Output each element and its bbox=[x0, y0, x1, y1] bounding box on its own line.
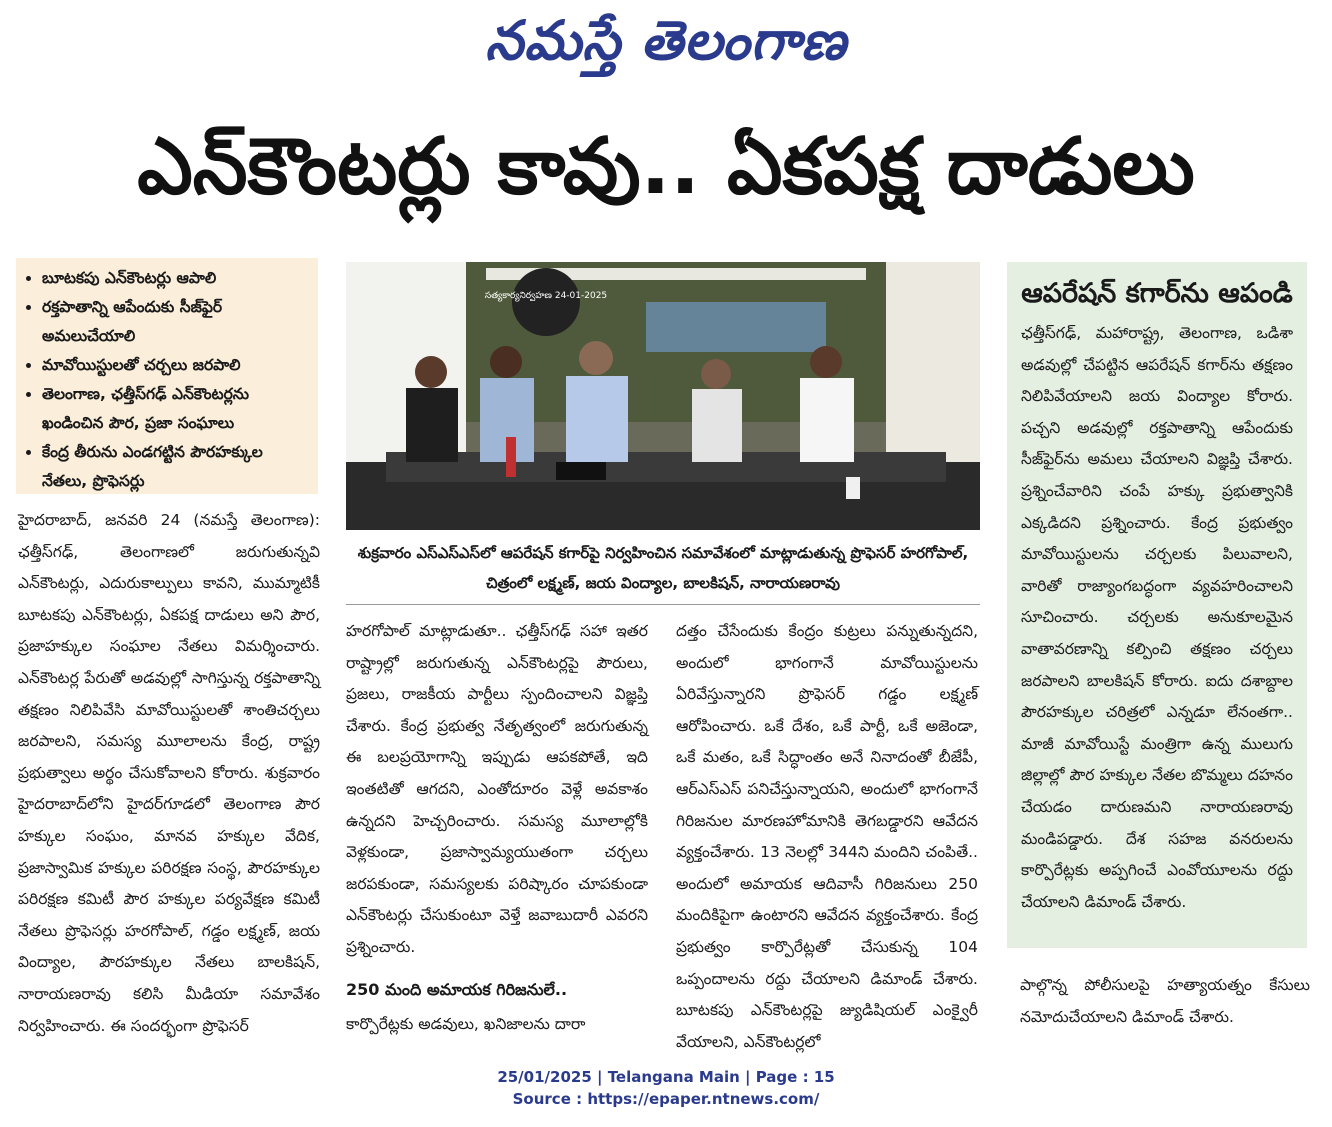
footer-date-page: 25/01/2025 | Telangana Main | Page : 15 bbox=[497, 1068, 835, 1086]
article-text: దత్తం చేసేందుకు కేంద్రం కుట్రలు పన్నుతున్నదని, అందులో భాగంగానే మావోయిస్టులను ఏరివేస్తున్నారని ప్రొఫెసర్ గడ్డం లక్ష్మణ్ ఆరోపించారు. ఒకే దేశం, ఒకే పార్టీ, ఒకే అజెండా, ఒకే మతం, ఒకే సిద్ధాంతం అనే నినాదంతో బీజేపీ, ఆర్‌ఎస్‌ఎస్ పనిచేస్తున్నాయని, అందులో భాగంగానే గిరిజనుల మారణహోమానికి తెగబడ్డారని ఆవేదన వ్యక్తంచేశారు. 13 నెలల్లో 344ని మందిని చంపితే.. అందులో అమాయక ఆదివాసీ గిరిజనులు 250 మందికిపైగా ఉంటారని ఆవేదన వ్యక్తంచేశారు. కేంద్ర ప్రభుత్వం కార్పొరేట్లతో చేసుకున్న 104 ఒప్పందాలను రద్దు చేయాలని డిమాండ్ చేశారు. బూటకపు ఎన్‌కౌంటర్లపై జ్యుడిషియల్ ఎంక్వైరీ వేయాలని, ఎన్‌కౌంటర్లలో bbox=[676, 622, 978, 1051]
page-footer bbox=[0, 1066, 1332, 1110]
subheading: 250 మంది అమాయక గిరిజనులే.. bbox=[346, 979, 568, 999]
highlight-item: • మావోయిస్టులతో చర్చలు జరపాలి bbox=[42, 351, 310, 380]
press-meet-photo bbox=[346, 262, 980, 530]
article-column-2 bbox=[346, 616, 648, 1041]
article-text: హైదరాబాద్, జనవరి 24 (నమస్తే తెలంగాణ): ఛత్తీస్‌గఢ్, తెలంగాణలో జరుగుతున్నవి ఎన్‌కౌంటర్లు, ఎదురుకాల్పులు కావని, ముమ్మాటికీ బూటకపు ఎన్‌కౌంటర్లు, ఏకపక్ష దాడులు అని పౌర, ప్రజాహక్కుల సంఘాల నేతలు విమర్శించారు. ఎన్‌కౌంటర్ల పేరుతో అడవుల్లో సాగిస్తున్న రక్తపాతాన్ని తక్షణం నిలిపివేసి మావోయిస్టులతో శాంతిచర్చలు జరపాలని, సమస్య మూలాలను కేంద్ర, రాష్ట్ర ప్రభుత్వాలు అర్థం చేసుకోవాలని కోరారు. శుక్రవారం హైదరాబాద్‌లోని హైదర్‌గూడలో తెలంగాణ పౌర హక్కుల సంఘం, మానవ హక్కుల వేదిక, ప్రజాస్వామిక హక్కుల పరిరక్షణ సంస్థ, పౌరహక్కుల పరిరక్షణ కమిటీ పౌర హక్కుల పర్యవేక్షణ కమిటీ నేతలు ప్రొఫెసర్లు హరగోపాల్, గడ్డం లక్ష్మణ్, జయ వింద్యాల, పౌరహక్కుల నేతలు బాలకిషన్, నారాయణరావు కలిసి మీడియా సమావేశం నిర్వహించారు. ఈ సందర్భంగా ప్రొఫెసర్ bbox=[18, 511, 320, 1035]
photo-banner-text: సత్యకార్యనిర్వహణ 24-01-2025 bbox=[484, 291, 608, 301]
headline: ఎన్‌కౌంటర్లు కావు.. ఏకపక్ష దాడులు bbox=[137, 122, 1195, 212]
highlight-item: • బూటకపు ఎన్‌కౌంటర్లు ఆపాలి bbox=[42, 264, 310, 293]
sidebar-body: ఛత్తీస్‌గఢ్, మహారాష్ట్ర, తెలంగాణ, ఒడిశా అడవుల్లో చేపట్టిన ఆపరేషన్ కగార్‌ను తక్షణం నిలిపివేయాలని జయ వింద్యాల కోరారు. పచ్చని అడవుల్లో రక్తపాతాన్ని ఆపేందుకు సీజ్‌ఫైర్‌ను అమలు చేయాలని విజ్ఞప్తి చేశారు. ప్రశ్నించేవారిని చంపే హక్కు ప్రభుత్వానికి ఎక్కడిదని ప్రశ్నించారు. కేంద్ర ప్రభుత్వం మావోయిస్టులను చర్చలకు పిలువాలని, వారితో రాజ్యాంగబద్ధంగా వ్యవహరించాలని సూచించారు. చర్చలకు అనుకూలమైన వాతావరణాన్ని కల్పించి తక్షణం చర్చలు జరపాలని బాలకిషన్ కోరారు. ఐదు దశాబ్దాల పౌరహక్కుల చరిత్రలో ఎన్నడూ లేనంతగా.. మాజీ మావోయిస్టే మంత్రిగా ఉన్న ములుగు జిల్లాల్లో పౌర హక్కుల నేతల బొమ్మలు దహనం చేయడం దారుణమని నారాయణరావు మండిపడ్డారు. దేశ సహజ వనరులను కార్పొరేట్లకు అప్పగించే ఎంవోయూలను రద్దు చేయాలని డిమాండ్ చేశారు. bbox=[1021, 324, 1293, 911]
sidebar-article bbox=[1007, 262, 1307, 948]
photo-caption: శుక్రవారం ఎస్‌ఎస్‌ఎస్‌లో ఆపరేషన్ కగార్‌పై నిర్వహించిన సమావేశంలో మాట్లాడుతున్న ప్రొఫెసర్ హరగోపాల్, చిత్రంలో లక్ష్మణ్, జయ వింద్యాల, బాలకిషన్, నారాయణరావు bbox=[346, 538, 980, 605]
footer-source-link[interactable]: Source : https://epaper.ntnews.com/ bbox=[512, 1090, 820, 1108]
article-continuation: పాల్గొన్న పోలీసులపై హత్యాయత్నం కేసులు నమోదుచేయాలని డిమాండ్ చేశారు. bbox=[1020, 976, 1310, 1026]
photo-illustration bbox=[346, 262, 980, 530]
article-column-1 bbox=[18, 505, 320, 1042]
highlight-item: • తెలంగాణ, ఛత్తీస్‌గఢ్ ఎన్‌కౌంటర్లను ఖండించిన పౌర, ప్రజా సంఘాలు bbox=[42, 380, 310, 438]
article-text: హరగోపాల్ మాట్లాడుతూ.. ఛత్తీస్‌గఢ్ సహా ఇతర రాష్ట్రాల్లో జరుగుతున్న ఎన్‌కౌంటర్లపై పౌరులు, ప్రజలు, రాజకీయ పార్టీలు స్పందించాలని విజ్ఞప్తి చేశారు. కేంద్ర ప్రభుత్వ నేతృత్వంలో జరుగుతున్న ఈ బలప్రయోగాన్ని ఇప్పుడు ఆపకపోతే, ఇది ఇంతటితో ఆగదని, ఎంతోదూరం వెళ్లే అవకాశం ఉన్నదని హెచ్చరించారు. సమస్య మూలాల్లోకి వెళ్లకుండా, ప్రజాస్వామ్యయుతంగా చర్చలు జరపకుండా, సమస్యలకు పరిష్కారం చూపకుండా ఎన్‌కౌంటర్లు చేసుకుంటూ వెళ్తే జవాబుదారీ ఎవరని ప్రశ్నించారు. bbox=[346, 622, 648, 956]
article-column-3 bbox=[676, 616, 978, 1058]
highlight-item: • రక్తపాతాన్ని ఆపేందుకు సీజ్‌ఫైర్ అమలుచేయాలి bbox=[42, 293, 310, 351]
highlights-box bbox=[16, 258, 318, 494]
highlight-item: • కేంద్ర తీరును ఎండగట్టిన పౌరహక్కుల నేతలు, ప్రొఫెసర్లు bbox=[42, 438, 310, 496]
masthead-logo: నమస్తే తెలంగాణ bbox=[485, 8, 847, 72]
article-text: కార్పొరేట్లకు అడవులు, ఖనిజాలను దారా bbox=[346, 1015, 586, 1034]
sidebar-title: ఆపరేషన్ కగార్‌ను ఆపండి bbox=[1021, 278, 1293, 309]
